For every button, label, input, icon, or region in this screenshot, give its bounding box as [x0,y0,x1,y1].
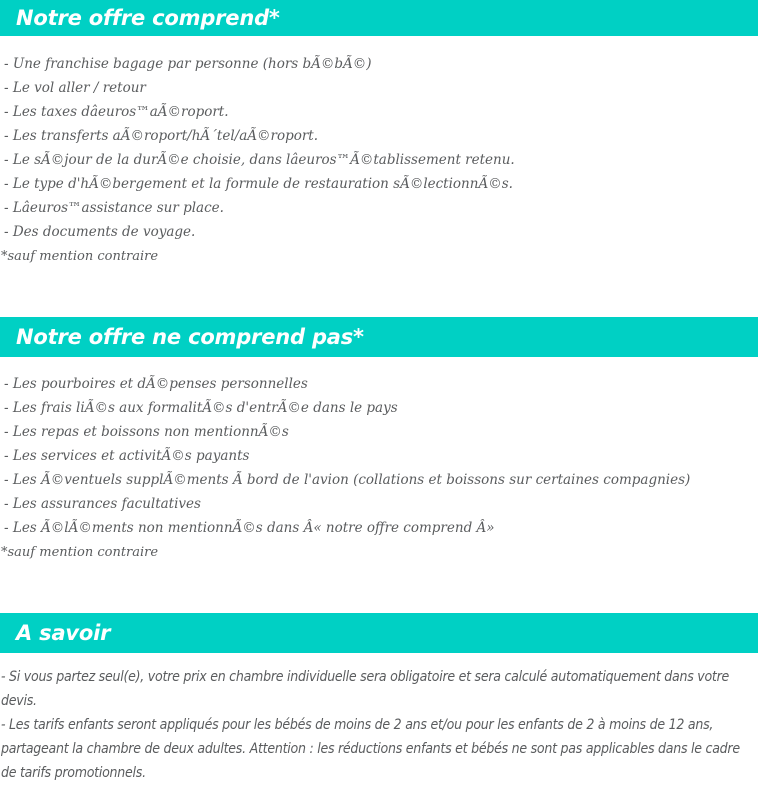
paragraph: - Les tarifs enfants seront appliqués pour les bébés de moins de 2 ans et/ou pour les enfants de 2 à moins de 12 ans, partageant la chambre de deux adultes. Attention : les réductions enfants et bébés ne sont pas applicables dans le cadre de tarifs promotionnels. [1,717,740,781]
list-item: - Les assurances facultatives [4,496,201,512]
list-item: - Le sÃ©jour de la durÃ©e choisie, dans lâeuros™Ã©tablissement retenu. [4,152,515,168]
list-item: - Les frais liÃ©s aux formalitÃ©s d'entrÃ©e dans le pays [4,400,398,416]
list-item: - Les taxes dâeuros™aÃ©roport. [4,104,229,120]
list-item: - Les pourboires et dÃ©penses personnelles [4,376,308,392]
list-item: - Les Ã©ventuels supplÃ©ments Ã bord de l'avion (collations et boissons sur certaines compagnies) [4,472,691,488]
section-body-a-savoir [0,653,752,785]
paragraph: - Si vous partez seul(e), votre prix en chambre individuelle sera obligatoire et sera calculé automatiquement dans votre devis. [1,669,730,709]
list-item: - Les transferts aÃ©roport/hÃ´tel/aÃ©roport. [4,128,319,144]
list-item: - Les services et activitÃ©s payants [4,448,250,464]
section-footnote: *sauf mention contraire [1,545,159,560]
list-item: - Des documents de voyage. [4,224,196,240]
list-item: - Les repas et boissons non mentionnÃ©s [4,424,289,440]
list-item: - Le vol aller / retour [4,80,146,96]
list-item: - Lâeuros™assistance sur place. [4,200,224,216]
section-title-text: A savoir [16,621,111,645]
list-item: - Les Ã©lÃ©ments non mentionnÃ©s dans Â« notre offre comprend Â» [4,520,495,536]
list-item: - Le type d'hÃ©bergement et la formule de restauration sÃ©lectionnÃ©s. [4,176,513,192]
list-item: - Une franchise bagage par personne (hors bÃ©bÃ©) [4,56,372,72]
section-header-offre-ne-comprend-pas [0,317,758,357]
section-title-text: Notre offre ne comprend pas* [16,325,364,349]
section-header-a-savoir [0,613,758,653]
section-header-offre-comprend [0,0,758,36]
section-title-text: Notre offre comprend* [16,6,280,30]
section-footnote: *sauf mention contraire [1,249,159,264]
